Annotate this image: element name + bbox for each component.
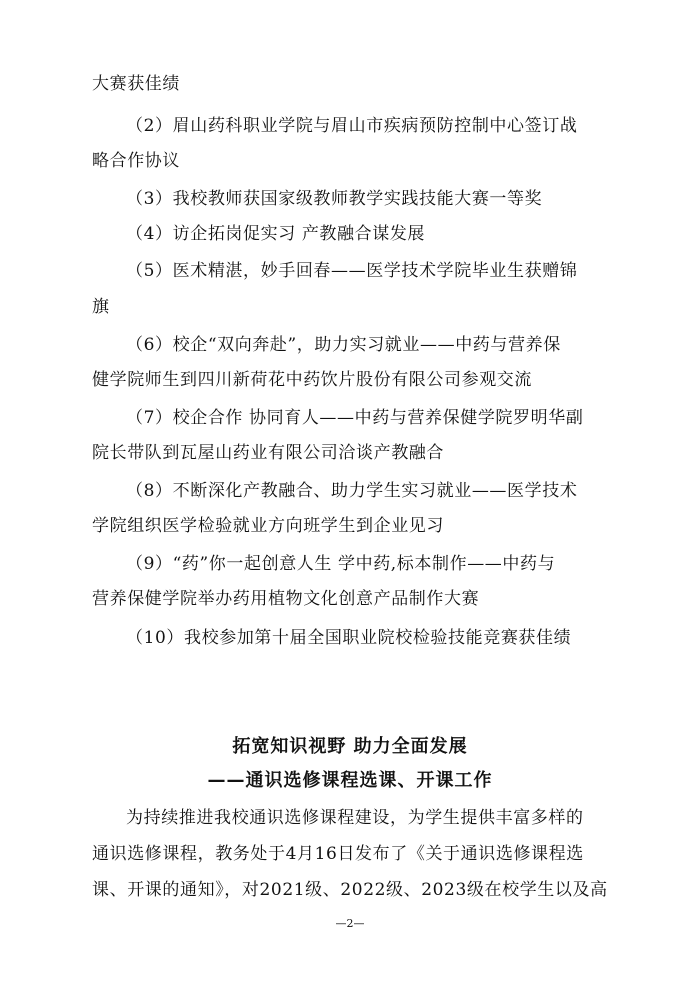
article-subtitle: ——通识选修课程选课、开课工作 (207, 770, 493, 791)
article-title: 拓宽知识视野 助力全面发展 (232, 736, 468, 757)
list-item-3: （3）我校教师获国家级教师教学实践技能大赛一等奖 (126, 189, 543, 209)
list-continuation-text: 大赛获佳绩 (92, 74, 180, 94)
list-item-2-line-2: 略合作协议 (92, 151, 180, 171)
list-item-8-line-1: （8）不断深化产教融合、助力学生实习就业——医学技术 (126, 481, 578, 501)
list-item-9-line-1: （9）“药”你一起创意人生 学中药,标本制作——中药与 (126, 554, 556, 574)
list-item-7-line-2: 院长带队到瓦屋山药业有限公司洽谈产教融合 (92, 443, 444, 463)
list-item-5-line-2: 旗 (92, 297, 110, 317)
list-item-6-line-1: （6）校企“双向奔赴”，助力实习就业——中药与营养保 (126, 335, 561, 355)
article-body-line-1: 为持续推进我校通识选修课程建设，为学生提供丰富多样的 (126, 808, 584, 828)
list-item-10: （10）我校参加第十届全国职业院校检验技能竞赛获佳绩 (126, 628, 572, 648)
list-item-2-line-1: （2）眉山药科职业学院与眉山市疾病预防控制中心签订战 (126, 116, 578, 136)
list-item-4: （4）访企拓岗促实习 产教融合谋发展 (126, 224, 426, 244)
list-item-7-line-1: （7）校企合作 协同育人——中药与营养保健学院罗明华副 (126, 408, 584, 428)
list-item-5-line-1: （5）医术精湛，妙手回春——医学技术学院毕业生获赠锦 (126, 261, 578, 281)
list-item-8-line-2: 学院组织医学检验就业方向班学生到企业见习 (92, 516, 444, 536)
page-number: —2— (335, 917, 365, 930)
list-item-6-line-2: 健学院师生到四川新荷花中药饮片股份有限公司参观交流 (92, 370, 532, 390)
article-body-line-2: 通识选修课程，教务处于4月16日发布了《关于通识选修课程选 (92, 844, 584, 864)
article-body-line-3: 课、开课的通知》，对2021级、2022级、2023级在校学生以及高 (92, 880, 608, 900)
list-item-9-line-2: 营养保健学院举办药用植物文化创意产品制作大赛 (92, 589, 480, 609)
